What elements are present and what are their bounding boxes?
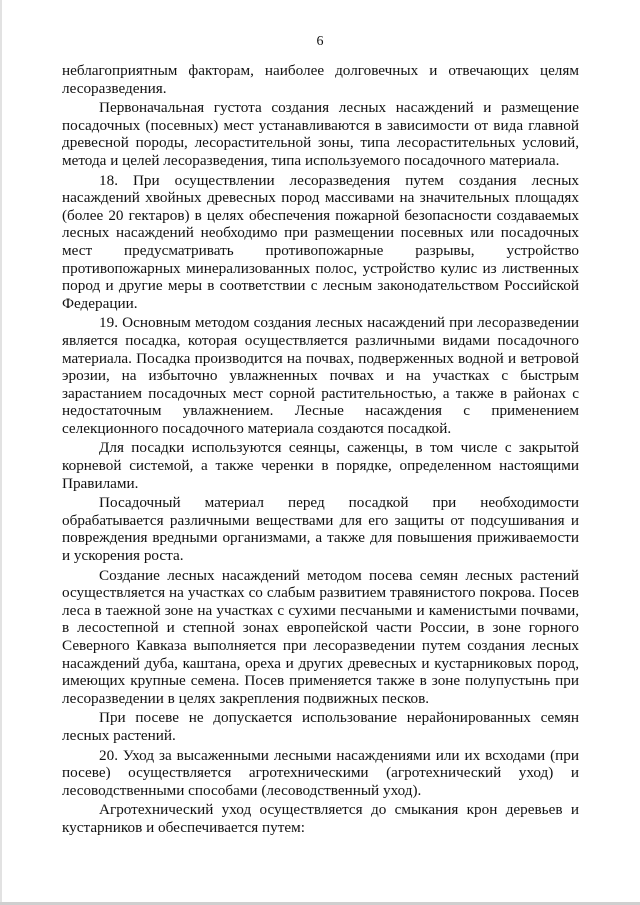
- scan-edge-left: [0, 0, 2, 905]
- paragraph-seeding: Создание лесных насаждений методом посева семян лесных растений осуществляется на участках со слабым развитием травянистого покрова. Посев леса в таежной зоне на участках с сухими песчаными и каменистыми почвами, в лесостепной и степной зонах европейской части России, в зоне горного Северного Кавказа выполняется при лесоразведении путем создания лесных насаждений дуба, каштана, ореха и других древесных и кустарниковых пород, имеющих крупные семена. Посев применяется также в зоне полупустынь при лесоразведении в целях закрепления подвижных песков.: [62, 566, 579, 707]
- paragraph-clause-20: 20. Уход за высаженными лесными насаждениями или их всходами (при посеве) осуществляется агротехническими (агротехнический уход) и лесоводственными способами (лесоводственный уход).: [62, 746, 579, 799]
- paragraph-density: Первоначальная густота создания лесных насаждений и размещение посадочных (посевных) мест устанавливаются в зависимости от вида главной древесной породы, лесорастительной зоны, типа лесорастительных условий, метода и целей лесоразведения, типа используемого посадочного материала.: [62, 99, 579, 169]
- paragraph-planting-material: Для посадки используются сеянцы, саженцы, в том числе с закрытой корневой системой, а также черенки в порядке, определенном настоящими Правилами.: [62, 439, 579, 492]
- paragraph-material-treatment: Посадочный материал перед посадкой при необходимости обрабатывается различными веществами для его защиты от подсушивания и повреждения вредными организмами, а также для повышения приживаемости и ускорения роста.: [62, 494, 579, 565]
- paragraph-seed-restriction: При посеве не допускается использование нерайонированных семян лесных растений.: [62, 709, 579, 744]
- paragraph-agrotechnical-care: Агротехнический уход осуществляется до смыкания крон деревьев и кустарников и обеспечивается путем:: [62, 801, 579, 836]
- paragraph-clause-19: 19. Основным методом создания лесных насаждений при лесоразведении является посадка, которая осуществляется различными видами посадочного материала. Посадка производится на почвах, подверженных водной и ветровой эрозии, на избыточно увлажненных почвах и на участках с быстрым зарастанием посадочных мест сорной растительностью, а также в районах с недостаточным увлажнением. Лесные насаждения с применением селекционного посадочного материала создаются посадкой.: [62, 314, 579, 437]
- document-body: [62, 62, 579, 837]
- paragraph-continuation: неблагоприятным факторам, наиболее долговечных и отвечающих целям лесоразведения.: [62, 62, 579, 97]
- page-number: 6: [316, 34, 324, 49]
- paragraph-clause-18: 18. При осуществлении лесоразведения путем создания лесных насаждений хвойных древесных пород массивами на значительных площадях (более 20 гектаров) в целях обеспечения пожарной безопасности создаваемых лесных насаждений необходимо при размещении посевных или посадочных мест предусматривать противопожарные разрывы, устройство противопожарных минерализованных полос, устройство кулис из лиственных пород и другие меры в соответствии с лесным законодательством Российской Федерации.: [62, 171, 579, 312]
